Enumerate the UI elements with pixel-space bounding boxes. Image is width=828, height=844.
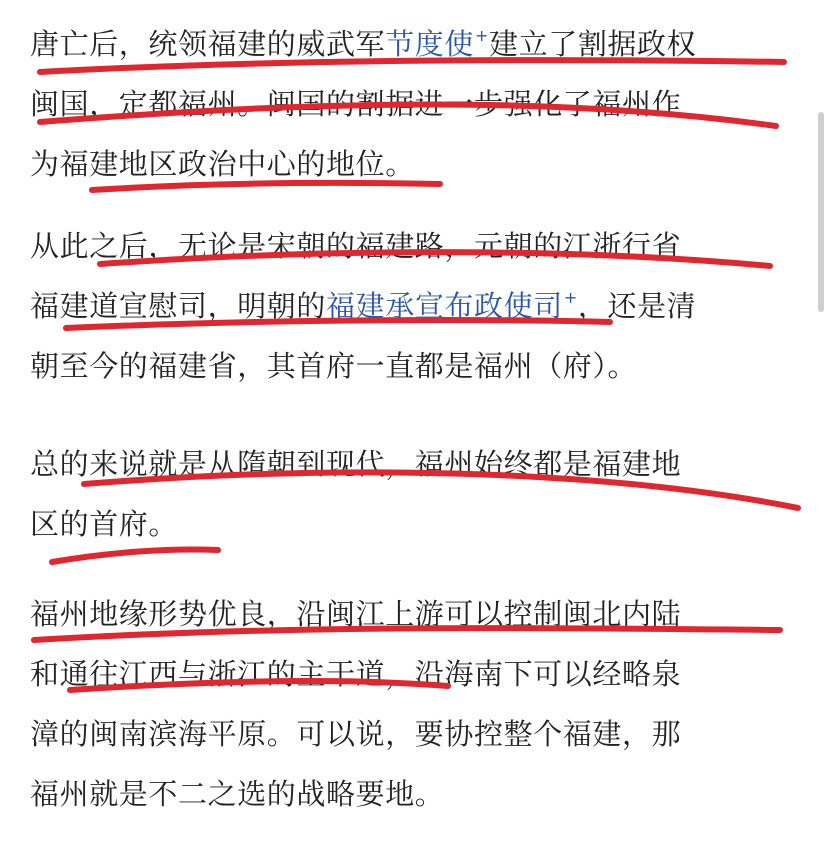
wiki-link[interactable] bbox=[385, 27, 489, 61]
text-line bbox=[30, 276, 800, 336]
text-run: 漳的闽南滨海平原。可以说，要协控整个福建，那 bbox=[30, 717, 682, 751]
text-run: 福建道宣慰司，明朝的 bbox=[30, 289, 327, 323]
text-line bbox=[30, 644, 800, 704]
text-run: 为福建地区政治中心的地位。 bbox=[30, 147, 415, 181]
text-line bbox=[30, 434, 800, 494]
wiki-link[interactable] bbox=[326, 289, 578, 323]
text-line bbox=[30, 74, 800, 134]
text-line bbox=[30, 764, 800, 824]
text-run: ，还是清 bbox=[577, 289, 697, 323]
scrollbar-thumb[interactable] bbox=[818, 112, 824, 312]
text-line bbox=[30, 584, 800, 644]
wiki-link-text[interactable]: 福建承宣布政使司 bbox=[326, 289, 563, 323]
text-run: 福州就是不二之选的战略要地。 bbox=[30, 777, 445, 811]
paragraph-1 bbox=[30, 14, 800, 194]
link-plus-icon[interactable]: + bbox=[563, 288, 578, 307]
text-line bbox=[30, 14, 800, 74]
text-run: 总的来说就是从隋朝到现代，福州始终都是福建地 bbox=[30, 447, 682, 481]
text-line bbox=[30, 704, 800, 764]
link-plus-icon[interactable]: + bbox=[475, 26, 490, 45]
text-run: 和通往江西与浙江的主干道，沿海南下可以经略泉 bbox=[30, 657, 682, 691]
text-run: 朝至今的福建省，其首府一直都是福州（府）。 bbox=[30, 349, 638, 383]
text-line bbox=[30, 216, 800, 276]
text-line bbox=[30, 134, 800, 194]
text-run: 闽国，定都福州。闽国的割据进一步强化了福州作 bbox=[30, 87, 682, 121]
text-line bbox=[30, 336, 800, 396]
text-run: 建立了割据政权 bbox=[489, 27, 697, 61]
text-run: 福州地缘形势优良，沿闽江上游可以控制闽北内陆 bbox=[30, 597, 682, 631]
text-run: 唐亡后，统领福建的威武军 bbox=[30, 27, 386, 61]
paragraph-4 bbox=[30, 584, 800, 824]
paragraph-2 bbox=[30, 216, 800, 396]
text-run: 区的首府。 bbox=[30, 507, 179, 541]
text-run: 从此之后，无论是宋朝的福建路，元朝的江浙行省 bbox=[30, 229, 682, 263]
text-line bbox=[30, 494, 800, 554]
wiki-link-text[interactable]: 节度使 bbox=[385, 27, 475, 61]
paragraph-3 bbox=[30, 434, 800, 554]
